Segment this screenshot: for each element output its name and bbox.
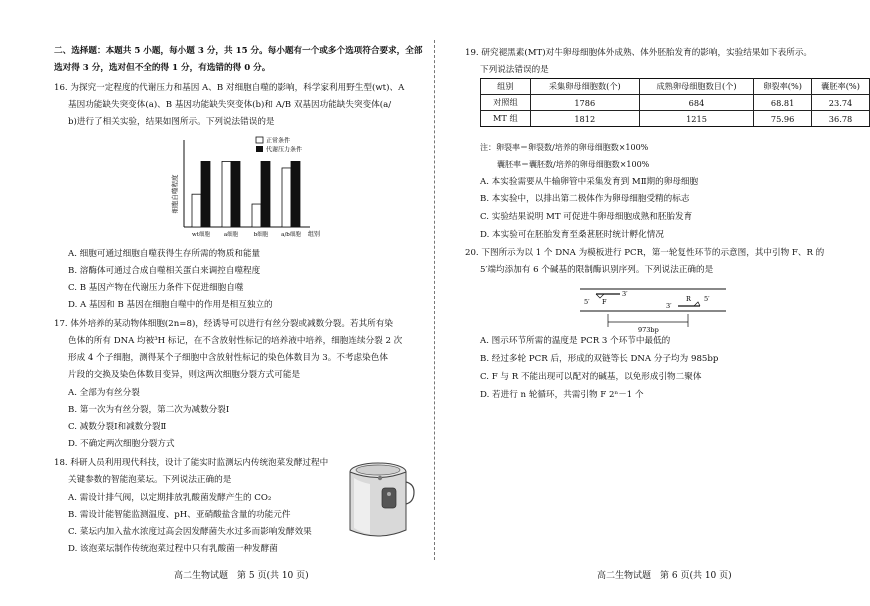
chart-xtick-label: a细胞 (223, 232, 239, 238)
q17-stem-line-4: 片段的交换及染色体数目变异，则这两次细胞分裂方式可能是 (68, 370, 301, 380)
q16-option-c: C. B 基因产物在代谢压力条件下促进细胞自噬 (68, 283, 244, 293)
q17-stem-line-2: 色体的所有 DNA 均被³H 标记，在不含放射性标记的培养液中培养，细胞连续分裂 2 次 (68, 336, 403, 346)
table-cell: 对照组 (481, 95, 531, 111)
legend-label-normal: 正常条件 (266, 137, 291, 145)
chart-bar-normal-3 (282, 168, 291, 227)
legend-label-stress: 代谢压力条件 (266, 146, 303, 154)
chart-bar-stress-1 (231, 161, 240, 227)
label-length: 973bp (638, 326, 659, 334)
q20-option-b: B. 经过多轮 PCR 后，形成的双链等长 DNA 分子均为 985bp (480, 354, 719, 364)
q16-option-d: D. A 基因和 B 基因在细胞自噬中的作用是相互独立的 (68, 300, 273, 310)
label-primer-f: F (602, 298, 607, 306)
label-3-prime-right: 3′ (666, 302, 672, 310)
q19-stem-line-1: 19. 研究褪黑素(MT)对牛卵母细胞体外成熟、体外胚胎发育的影响，实验结果如下表所示。 (465, 48, 813, 58)
table-header-cell: 卵裂率(%) (754, 79, 812, 95)
section-header-line-1: 二、选择题：本题共 5 小题，每小题 3 分，共 15 分。每小题有一个或多个选项符合要求，全部 (54, 46, 423, 56)
q18-option-c: C. 菜坛内加入盐水浓度过高会因发酵菌失水过多而影响发酵效果 (68, 527, 312, 537)
legend-swatch-normal (256, 137, 263, 143)
q18-option-b: B. 需设计能智能监测温度、pH、亚硝酸盐含量的功能元件 (68, 510, 291, 520)
q17-stem-line-1: 17. 体外培养的某动物体细胞(2n=8)，经诱导可以进行有丝分裂或减数分裂。若其所有染 (54, 319, 393, 329)
label-5-prime-right: 5′ (704, 295, 710, 303)
q16-stem-line-3: b)进行了相关实验，结果如图所示。下列说法错误的是 (68, 117, 275, 127)
q20-stem-line-1: 20. 下图所示为以 1 个 DNA 为模板进行 PCR，第一轮复性环节的示意图，其中引物 F、R 的 (465, 248, 825, 258)
chart-xtick-label: wt细胞 (192, 232, 210, 238)
chart-bar-stress-3 (291, 161, 300, 227)
table-cell: MT 组 (481, 111, 531, 127)
chart-legend (256, 137, 302, 154)
table-cell: 1786 (530, 95, 639, 111)
right-page-footer: 高二生物试题 第 6 页(共 10 页) (597, 571, 732, 581)
table-cell: 1812 (530, 111, 639, 127)
q20-option-c: C. F 与 R 不能出现可以配对的碱基，以免形成引物二聚体 (480, 372, 702, 382)
primer-r-tail (694, 302, 700, 306)
q19-results-table (480, 78, 870, 127)
section-header-line-2: 选对得 3 分，选对但不全的得 1 分，有选错的得 0 分。 (54, 63, 271, 73)
chart-xtick-label: b细胞 (253, 232, 269, 238)
table-row (481, 95, 870, 111)
chart-bar-stress-2 (261, 161, 270, 227)
chart-ylabel: 细胞自噬程度 (171, 174, 179, 214)
q19-note-line-1: 注：卵裂率＝卵裂数/培养的卵母细胞数×100% (480, 143, 649, 152)
q19-note-line-2: 囊胚率＝囊胚数/培养的卵母细胞数×100% (497, 160, 650, 169)
q16-stem-line-1: 16. 为探究一定程度的代谢压力和基因 A、B 对细胞自噬的影响，科学家利用野生型(wt)、A (54, 83, 405, 93)
chart-bar-stress-0 (201, 161, 210, 227)
q18-stem-line-1: 18. 科研人员利用现代科技，设计了能实时监测坛内传统泡菜发酵过程中 (54, 458, 329, 468)
table-cell: 23.74 (812, 95, 870, 111)
table-header-cell: 采集卵母细胞数(个) (530, 79, 639, 95)
q19-option-a: A. 本实验需要从牛输卵管中采集发育到 MⅡ期的卵母细胞 (480, 177, 699, 187)
q19-option-c: C. 实验结果说明 MT 可促进牛卵母细胞成熟和胚胎发育 (480, 212, 693, 222)
q20-stem-line-2: 5′端均添加有 6 个碱基的限制酶识别序列。下列说法正确的是 (480, 265, 714, 275)
q17-option-b: B. 第一次为有丝分裂，第二次为减数分裂Ⅰ (68, 405, 230, 415)
q17-option-c: C. 减数分裂Ⅰ和减数分裂Ⅱ (68, 422, 167, 432)
label-primer-r: R (686, 295, 691, 303)
q19-option-d: D. 本实验可在胚胎发育至桑葚胚时统计孵化情况 (480, 230, 664, 240)
table-row (481, 111, 870, 127)
legend-swatch-stress (256, 146, 263, 152)
label-3-prime-left: 3′ (622, 290, 628, 298)
table-header-row (481, 79, 870, 95)
q20-option-a: A. 图示环节所需的温度是 PCR 3 个环节中最低的 (480, 336, 671, 346)
table-cell: 75.96 (754, 111, 812, 127)
q16-option-a: A. 细胞可通过细胞自噬获得生存所需的物质和能量 (68, 249, 261, 259)
table-cell: 1215 (639, 111, 753, 127)
label-5-prime-left: 5′ (584, 298, 590, 306)
q18-stem-line-2: 关键参数的智能泡菜坛。下列说法正确的是 (68, 475, 232, 485)
autophagy-bar-chart (168, 130, 321, 250)
chart-bar-normal-1 (222, 161, 231, 227)
table-header-cell: 组别 (481, 79, 531, 95)
smart-pickle-jar-illustration (344, 458, 416, 544)
q17-stem-line-3: 形成 4 个子细胞，测得某个子细胞中含放射性标记的染色体数目为 3。不考虑染色体 (68, 353, 388, 363)
q17-option-a: A. 全部为有丝分裂 (68, 388, 140, 398)
chart-bar-normal-2 (252, 204, 261, 227)
q18-option-a: A. 需设计排气阀，以定期排放乳酸菌发酵产生的 CO₂ (68, 493, 272, 503)
pcr-annealing-diagram (578, 284, 728, 336)
q19-option-b: B. 本实验中，以排出第二极体作为卵母细胞受精的标志 (480, 194, 690, 204)
table-cell: 68.81 (754, 95, 812, 111)
q19-stem-line-2: 下列说法错误的是 (480, 65, 549, 75)
q16-option-b: B. 溶酶体可通过合成自噬相关蛋白来调控自噬程度 (68, 266, 261, 276)
q20-option-d: D. 若进行 n 轮循环，共需引物 F 2ⁿ－1 个 (480, 390, 644, 400)
table-cell: 684 (639, 95, 753, 111)
q16-stem-line-2: 基因功能缺失突变体(a)、B 基因功能缺失突变体(b)和 A/B 双基因功能缺失突变体(a/ (68, 100, 392, 110)
table-cell: 36.78 (812, 111, 870, 127)
chart-xtick-label: a/b细胞 (281, 232, 301, 238)
q17-option-d: D. 不确定两次细胞分裂方式 (68, 439, 175, 449)
q18-option-d: D. 该泡菜坛制作传统泡菜过程中只有乳酸菌一种发酵菌 (68, 544, 278, 554)
chart-bar-normal-0 (192, 194, 201, 227)
left-page-footer: 高二生物试题 第 5 页(共 10 页) (174, 571, 309, 581)
chart-xlabel: 组别 (308, 231, 321, 238)
table-header-cell: 成熟卵母细胞数目(个) (639, 79, 753, 95)
table-header-cell: 囊胚率(%) (812, 79, 870, 95)
